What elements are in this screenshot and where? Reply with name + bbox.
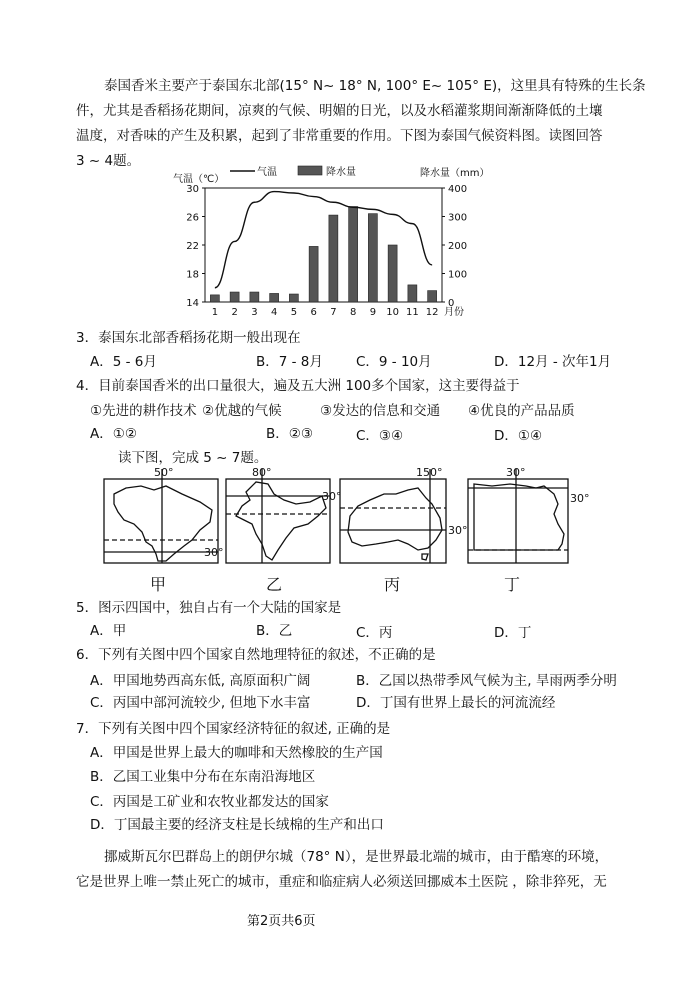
question-7-stem: 7．下列有关图中四个国家经济特征的叙述, 正确的是 — [76, 721, 391, 737]
climate-chart — [160, 162, 490, 322]
q4-factor-1: ①先进的耕作技术 — [90, 403, 197, 419]
q5-option-d: D．丁 — [494, 625, 532, 641]
intro-paragraph-2 — [76, 845, 676, 895]
q6-option-d: D．丁国有世界上最长的河流流经 — [356, 695, 556, 711]
q6-option-a: A．甲国地势西高东低, 高原面积广阔 — [90, 673, 311, 689]
q7-option-c: C．丙国是工矿业和农牧业都发达的国家 — [90, 794, 329, 810]
map-jia-label: 甲 — [150, 575, 167, 594]
month-tick-label: 4 — [270, 307, 278, 318]
page-footer: 第2页共6页 — [247, 914, 316, 929]
map-yi — [226, 469, 330, 563]
q4-option-c: C．③④ — [356, 428, 404, 444]
intro-line: 件，尤其是香稻扬花期间，凉爽的气候、明媚的日光，以及水稻灌浆期间渐渐降低的土壤 — [76, 103, 603, 119]
right-tick-label: 300 — [448, 212, 468, 224]
q7-option-b: B．乙国工业集中分布在东南沿海地区 — [90, 769, 316, 785]
map-yi-lat: 30° — [322, 490, 342, 503]
q6-option-b: B．乙国以热带季风气候为主, 旱雨两季分明 — [356, 673, 617, 689]
left-tick-label: 26 — [186, 212, 199, 224]
right-tick-label: 200 — [448, 241, 468, 252]
left-tick-label: 30 — [186, 184, 199, 195]
intro-line: 3 ~ 4题。 — [76, 153, 141, 169]
precip-bar — [349, 207, 358, 302]
map-intro: 读下图，完成 5 ~ 7题。 — [118, 450, 268, 466]
question-3-stem: 3．泰国东北部香稻扬花期一般出现在 — [76, 330, 301, 346]
precip-bar — [289, 294, 298, 302]
question-5-stem: 5．图示四国中，独自占有一个大陆的国家是 — [76, 600, 342, 616]
map-jia-lat: 30° — [204, 546, 224, 559]
map-bing-lon: 150° — [416, 466, 443, 479]
map-bing-lat: 30° — [448, 524, 468, 537]
map-ding-lon: 30° — [506, 466, 526, 479]
right-axis-title: 降水量（mm） — [420, 168, 490, 179]
month-tick-label: 6 — [310, 307, 317, 318]
month-tick-label: 8 — [349, 307, 357, 318]
month-tick-label: 5 — [290, 307, 298, 318]
precip-bar — [329, 215, 338, 302]
q5-option-a: A．甲 — [90, 623, 127, 639]
q7-option-d: D．丁国最主要的经济支柱是长绒棉的生产和出口 — [90, 817, 384, 833]
precip-bar — [428, 291, 437, 302]
q4-factor-4: ④优良的产品品质 — [468, 403, 575, 419]
map-yi-lon: 80° — [252, 466, 272, 479]
intro-line: 温度，对香味的产生及积累，起到了非常重要的作用。下图为泰国气候资料图。读图回答 — [76, 128, 603, 144]
legend-precip-label: 降水量 — [326, 167, 356, 178]
map-jia-lon: 50° — [154, 466, 174, 479]
x-axis-label: 月份 — [444, 307, 464, 318]
q5-option-c: C．丙 — [356, 625, 393, 641]
precip-bar — [210, 295, 219, 302]
q3-option-d: D．12月 - 次年1月 — [494, 354, 612, 370]
month-tick-label: 9 — [369, 307, 377, 318]
left-tick-label: 14 — [186, 298, 199, 309]
map-bing-label: 丙 — [384, 575, 401, 594]
legend-temperature-label: 气温 — [257, 167, 277, 178]
precip-bar — [388, 245, 397, 302]
right-tick-label: 100 — [448, 269, 468, 281]
plot-frame — [205, 188, 442, 302]
temperature-line — [215, 192, 432, 288]
q4-factor-2: ②优越的气候 — [202, 403, 282, 419]
month-tick-label: 2 — [231, 307, 238, 318]
map-yi-label: 乙 — [266, 575, 283, 594]
precip-bar — [270, 293, 279, 302]
map-ding-lat: 30° — [570, 492, 590, 505]
month-tick-label: 7 — [330, 307, 337, 318]
left-tick-label: 22 — [186, 241, 199, 252]
month-tick-label: 1 — [211, 307, 219, 318]
legend-precip-swatch — [298, 166, 322, 175]
left-axis-title: 气温（℃） — [173, 174, 225, 185]
month-tick-label: 12 — [425, 307, 439, 318]
month-tick-label: 10 — [386, 307, 399, 318]
intro2-line: 挪威斯瓦尔巴群岛上的朗伊尔城（78° N），是世界最北端的城市，由于酷寒的环境， — [104, 849, 609, 865]
question-4-stem: 4．目前泰国香米的出口量很大，遍及五大洲 100多个国家，这主要得益于 — [76, 378, 520, 394]
precip-bar — [408, 285, 417, 302]
q4-option-a: A．①② — [90, 426, 137, 442]
q3-option-a: A．5 - 6月 — [90, 354, 157, 370]
q7-option-a: A．甲国是世界上最大的咖啡和天然橡胶的生产国 — [90, 745, 383, 761]
map-jia — [104, 469, 218, 563]
q4-factor-3: ③发达的信息和交通 — [320, 403, 441, 419]
precip-bar — [309, 246, 318, 302]
precip-bar — [368, 214, 377, 302]
month-tick-label: 3 — [251, 307, 258, 318]
q6-option-c: C．丙国中部河流较少, 但地下水丰富 — [90, 695, 311, 711]
month-tick-label: 11 — [406, 307, 419, 318]
map-bing — [340, 469, 446, 563]
precip-bar — [250, 292, 259, 302]
precip-bar — [230, 292, 239, 302]
map-ding — [468, 469, 568, 563]
left-tick-label: 18 — [186, 269, 199, 281]
question-6-stem: 6．下列有关图中四个国家自然地理特征的叙述，不正确的是 — [76, 647, 436, 663]
intro2-line: 它是世界上唯一禁止死亡的城市，重症和临症病人必须送回挪威本土医院 ，除非猝死，无 — [76, 874, 607, 890]
map-ding-label: 丁 — [504, 575, 521, 594]
q5-option-b: B．乙 — [256, 623, 293, 639]
country-maps — [96, 464, 596, 594]
intro-paragraph — [76, 74, 656, 174]
q3-option-b: B．7 - 8月 — [256, 354, 323, 370]
right-tick-label: 0 — [448, 298, 455, 309]
intro-line: 泰国香米主要产于泰国东北部(15° N~ 18° N, 100° E~ 105° E)，这里具有特殊的生长条 — [104, 78, 646, 94]
right-tick-label: 400 — [448, 184, 468, 195]
q4-option-d: D．①④ — [494, 428, 543, 444]
q3-option-c: C．9 - 10月 — [356, 354, 432, 370]
q4-option-b: B．②③ — [266, 426, 313, 442]
